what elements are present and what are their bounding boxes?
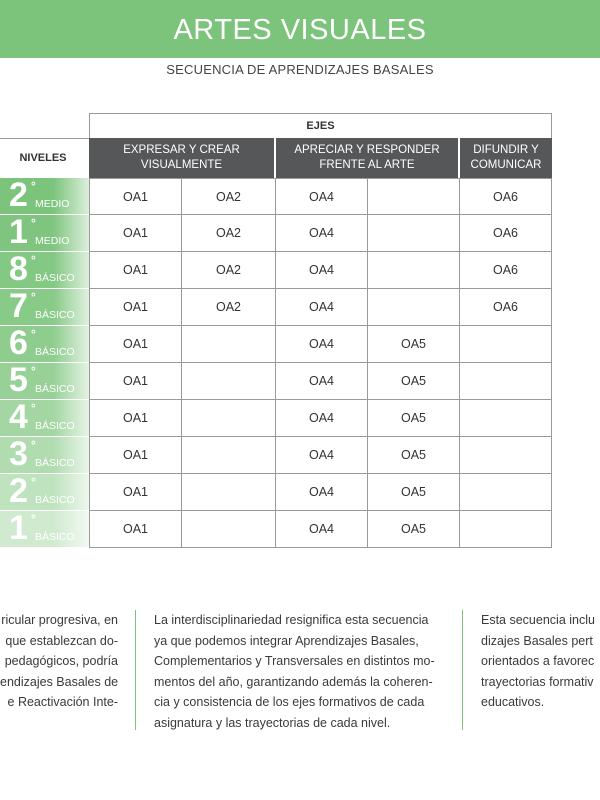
degree-symbol: ° <box>31 475 36 489</box>
oa-cell: OA4 <box>276 400 368 437</box>
level-number: 1 <box>9 511 28 547</box>
axis-line: VISUALMENTE <box>140 159 223 171</box>
level-badge <box>0 400 89 436</box>
oa-cell <box>368 178 460 215</box>
level-number: 7 <box>9 289 28 325</box>
degree-symbol: ° <box>31 327 36 341</box>
table-row <box>89 215 552 252</box>
table-row <box>89 511 552 548</box>
oa-cell: OA2 <box>182 178 276 215</box>
degree-symbol: ° <box>31 438 36 452</box>
level-badge <box>0 511 89 547</box>
level-number: 2 <box>9 474 28 510</box>
column-divider <box>135 610 136 730</box>
oa-cell: OA6 <box>460 215 552 252</box>
oa-cell: OA4 <box>276 363 368 400</box>
oa-cell: OA4 <box>276 215 368 252</box>
text-line: Esta secuencia inclu <box>481 613 595 627</box>
text-line: orientados a favorec <box>481 654 595 668</box>
oa-cell: OA1 <box>89 215 182 252</box>
column-right-text <box>481 610 600 713</box>
level-stage: BÁSICO <box>35 309 75 321</box>
oa-cell: OA4 <box>276 252 368 289</box>
oa-cell: OA5 <box>368 363 460 400</box>
degree-symbol: ° <box>31 216 36 230</box>
level-badge <box>0 252 89 288</box>
oa-cell <box>460 474 552 511</box>
table-row <box>89 474 552 511</box>
oa-cell: OA5 <box>368 326 460 363</box>
oa-cell: OA4 <box>276 511 368 548</box>
oa-cell: OA1 <box>89 437 182 474</box>
oa-cell <box>182 474 276 511</box>
level-stage: BÁSICO <box>35 494 75 506</box>
level-number: 6 <box>9 326 28 362</box>
level-badge <box>0 178 89 214</box>
text-line: endizajes Basales de <box>0 674 119 689</box>
level-stage: MEDIO <box>35 198 70 210</box>
text-line: e Reactivación Inte- <box>7 695 118 709</box>
level-number: 5 <box>9 363 28 399</box>
oa-cell <box>460 437 552 474</box>
oa-cell: OA6 <box>460 178 552 215</box>
oa-cell <box>460 363 552 400</box>
oa-cell: OA4 <box>276 289 368 326</box>
oa-cell: OA2 <box>182 215 276 252</box>
text-line: ricular progresiva, en <box>1 613 118 627</box>
text-line: ya que podemos integrar Aprendizajes Basales, <box>154 633 419 648</box>
oa-cell <box>460 400 552 437</box>
oa-cell <box>182 511 276 548</box>
oa-cell <box>368 289 460 326</box>
text-line: que establezcan do- <box>5 633 118 648</box>
column-left-text <box>0 610 118 713</box>
degree-symbol: ° <box>31 253 36 267</box>
oa-cell: OA4 <box>276 474 368 511</box>
level-badge <box>0 289 89 325</box>
oa-cell: OA5 <box>368 400 460 437</box>
axis-line: EXPRESAR Y CREAR <box>123 144 240 156</box>
axis-line: APRECIAR Y RESPONDER <box>294 144 440 156</box>
level-badge <box>0 474 89 510</box>
oa-cell: OA5 <box>368 474 460 511</box>
niveles-header: NIVELES <box>19 152 67 164</box>
axis-difundir-comunicar <box>460 138 552 178</box>
text-line: cia y consistencia de los ejes formativos de cada <box>154 695 425 709</box>
table-row <box>89 400 552 437</box>
level-stage: BÁSICO <box>35 272 75 284</box>
axis-line: COMUNICAR <box>470 159 542 171</box>
level-stage: BÁSICO <box>35 383 75 395</box>
oa-cell: OA6 <box>460 252 552 289</box>
degree-symbol: ° <box>31 401 36 415</box>
oa-cell: OA1 <box>89 363 182 400</box>
level-number: 4 <box>9 400 28 436</box>
oa-cell: OA2 <box>182 252 276 289</box>
table-row <box>89 252 552 289</box>
table-row <box>89 178 552 215</box>
table-row <box>89 437 552 474</box>
table-row <box>89 363 552 400</box>
text-line: trayectorias formativ <box>481 674 594 689</box>
table-row <box>89 289 552 326</box>
text-line: mentos del año, garantizando además la coheren- <box>154 674 433 689</box>
level-stage: BÁSICO <box>35 531 75 543</box>
oa-cell <box>182 437 276 474</box>
oa-cell: OA5 <box>368 437 460 474</box>
level-number: 1 <box>9 215 28 251</box>
oa-grid <box>89 178 552 548</box>
oa-cell: OA2 <box>182 289 276 326</box>
ejes-header: EJES <box>89 113 552 138</box>
oa-cell: OA4 <box>276 178 368 215</box>
oa-cell <box>460 511 552 548</box>
oa-cell <box>368 215 460 252</box>
oa-cell: OA1 <box>89 289 182 326</box>
degree-symbol: ° <box>31 364 36 378</box>
oa-cell <box>182 400 276 437</box>
level-badge <box>0 363 89 399</box>
level-stage: MEDIO <box>35 235 70 247</box>
degree-symbol: ° <box>31 512 36 526</box>
oa-cell: OA6 <box>460 289 552 326</box>
oa-cell: OA1 <box>89 326 182 363</box>
axis-line: DIFUNDIR Y <box>473 144 539 156</box>
text-line: La interdisciplinariedad resignifica esta secuencia <box>154 613 429 627</box>
level-number: 2 <box>9 178 28 214</box>
degree-symbol: ° <box>31 179 36 193</box>
column-divider <box>462 610 463 730</box>
text-line: dizajes Basales pert <box>481 633 593 648</box>
level-number: 8 <box>9 252 28 288</box>
degree-symbol: ° <box>31 290 36 304</box>
oa-cell: OA4 <box>276 326 368 363</box>
oa-cell: OA1 <box>89 400 182 437</box>
text-line: Complementarios y Transversales en distintos mo- <box>154 654 435 668</box>
level-badge <box>0 215 89 251</box>
text-line: pedagógicos, podría <box>4 654 118 668</box>
oa-cell <box>182 363 276 400</box>
page-title: ARTES VISUALES <box>173 14 427 46</box>
oa-cell: OA4 <box>276 437 368 474</box>
level-stage: BÁSICO <box>35 457 75 469</box>
level-badge <box>0 437 89 473</box>
text-line: asignatura y las trayectorias de cada nivel. <box>154 715 391 730</box>
level-number: 3 <box>9 437 28 473</box>
oa-cell: OA5 <box>368 511 460 548</box>
level-stage: BÁSICO <box>35 346 75 358</box>
axis-expresar-crear <box>89 138 274 178</box>
oa-cell <box>460 326 552 363</box>
column-middle-text <box>154 610 446 733</box>
axis-line: FRENTE AL ARTE <box>319 159 415 171</box>
text-line: educativos. <box>481 695 545 709</box>
oa-cell <box>368 252 460 289</box>
level-badge <box>0 326 89 362</box>
page-subtitle: SECUENCIA DE APRENDIZAJES BASALES <box>166 62 434 77</box>
axis-apreciar-responder <box>276 138 458 178</box>
oa-cell: OA1 <box>89 178 182 215</box>
level-stage: BÁSICO <box>35 420 75 432</box>
oa-cell: OA1 <box>89 474 182 511</box>
table-row <box>89 326 552 363</box>
oa-cell <box>182 326 276 363</box>
oa-cell: OA1 <box>89 511 182 548</box>
oa-cell: OA1 <box>89 252 182 289</box>
